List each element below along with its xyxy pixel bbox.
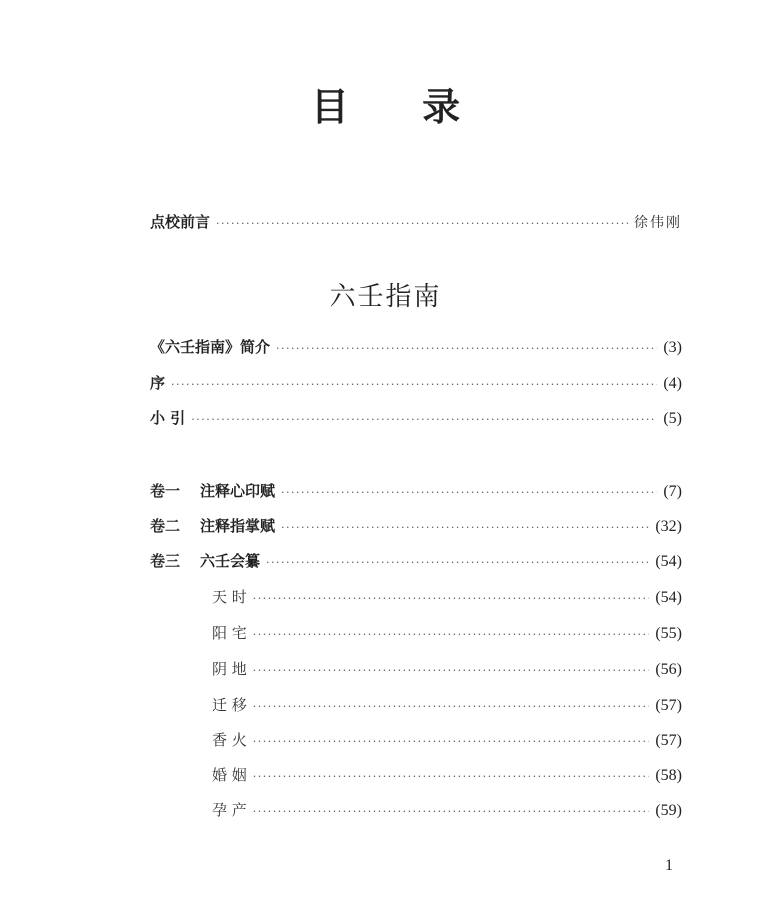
- toc-entry-label: 注释心印赋: [200, 482, 276, 500]
- toc-entry-label: 阳 宅: [212, 624, 247, 642]
- toc-sub-entry[interactable]: [212, 727, 682, 753]
- toc-volume-number: 卷二: [150, 517, 181, 535]
- dot-leader: [276, 336, 657, 362]
- toc-entry-label: 阴 地: [212, 660, 247, 678]
- toc-entry-page: (54): [655, 553, 682, 570]
- toc-entry[interactable]: [150, 370, 682, 396]
- toc-entry-label: 迁 移: [212, 696, 247, 714]
- toc-entry-label: 《六壬指南》简介: [150, 338, 271, 356]
- toc-sub-entry[interactable]: [212, 584, 682, 610]
- dot-leader: [191, 407, 657, 433]
- footer-page-number: 1: [665, 857, 673, 874]
- toc-entry-page: (57): [655, 732, 682, 749]
- toc-sub-entry[interactable]: [212, 620, 682, 646]
- dot-leader: [266, 550, 649, 576]
- toc-volume-entry[interactable]: [150, 478, 682, 504]
- dot-leader: [253, 694, 650, 720]
- dot-leader: [253, 799, 650, 825]
- toc-volume-number: 卷三: [150, 552, 181, 570]
- toc-entry-author: 徐伟刚: [634, 215, 682, 231]
- toc-sub-entry[interactable]: [212, 656, 682, 682]
- dot-leader: [281, 515, 649, 541]
- toc-entry-preface[interactable]: [150, 209, 682, 235]
- toc-entry-page: (58): [655, 767, 682, 784]
- toc-entry-page: (57): [655, 697, 682, 714]
- toc-entry-page: (54): [655, 589, 682, 606]
- toc-entry-page: (7): [663, 483, 682, 500]
- page-title: 目 录: [310, 85, 491, 129]
- toc-entry-label: 小 引: [150, 409, 186, 427]
- toc-entry-label: 婚 姻: [212, 766, 247, 784]
- toc-entry-page: (55): [655, 625, 682, 642]
- toc-entry-page: (32): [655, 518, 682, 535]
- dot-leader: [253, 729, 650, 755]
- dot-leader: [253, 586, 650, 612]
- toc-entry-label: 天 时: [212, 588, 247, 606]
- toc-entry-label: 点校前言: [150, 213, 211, 231]
- toc-sub-entry[interactable]: [212, 797, 682, 823]
- toc-entry-label: 六壬会纂: [200, 552, 261, 570]
- toc-entry-label: 孕 产: [212, 801, 247, 819]
- toc-entry[interactable]: [150, 405, 682, 431]
- section-title: 六壬指南: [329, 282, 442, 312]
- toc-sub-entry[interactable]: [212, 762, 682, 788]
- toc-entry-page: (56): [655, 661, 682, 678]
- toc-entry-page: (59): [655, 802, 682, 819]
- toc-volume-entry[interactable]: [150, 548, 682, 574]
- toc-entry-label: 注释指掌赋: [200, 517, 276, 535]
- toc-entry-page: (3): [663, 339, 682, 356]
- dot-leader: [253, 622, 650, 648]
- toc-volume-number: 卷一: [150, 482, 181, 500]
- toc-entry-page: (4): [663, 375, 682, 392]
- toc-entry-label: 序: [150, 374, 166, 392]
- toc-entry-label: 香 火: [212, 731, 247, 749]
- dot-leader: [216, 211, 628, 237]
- toc-entry[interactable]: [150, 334, 682, 360]
- dot-leader: [253, 764, 650, 790]
- dot-leader: [171, 372, 657, 398]
- dot-leader: [253, 658, 650, 684]
- toc-volume-entry[interactable]: [150, 513, 682, 539]
- dot-leader: [281, 480, 657, 506]
- toc-entry-page: (5): [663, 410, 682, 427]
- toc-sub-entry[interactable]: [212, 692, 682, 718]
